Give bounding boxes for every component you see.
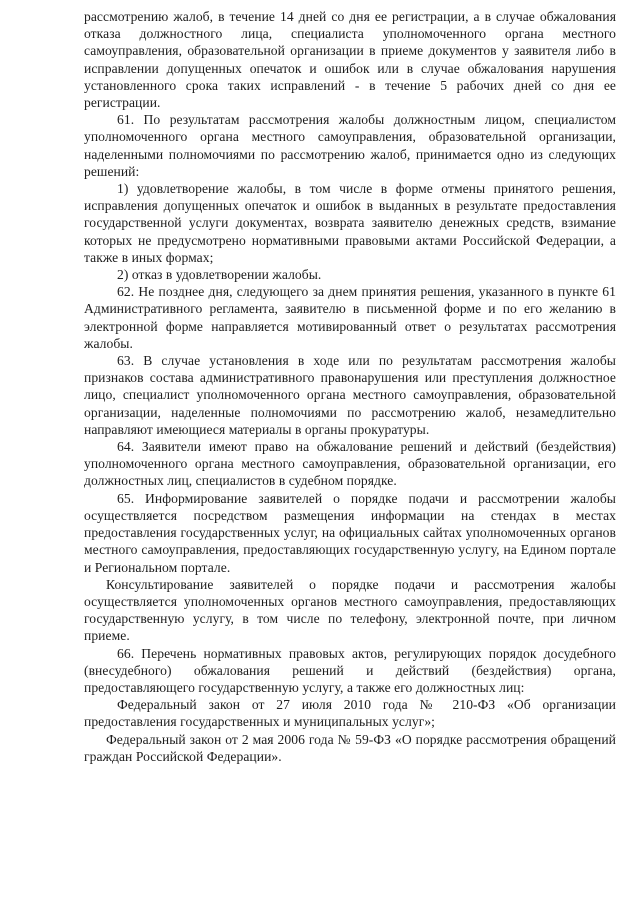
paragraph-63: 63. В случае установления в ходе или по результатам рассмотрения жалобы признаков состава административного правонарушения или преступления должностное лицо, специалист уполномоченного органа местного самоуправления, образовательной организации, наделенные полномочиями по рассмотрению жалоб, незамедлительно направляют имеющиеся материалы в органы прокуратуры.: [84, 353, 616, 437]
document-page: [84, 8, 616, 765]
paragraph-66-law-59: Федеральный закон от 2 мая 2006 года № 59-ФЗ «О порядке рассмотрения обращений граждан Российской Федерации».: [84, 731, 616, 764]
paragraph-61-item-1: 1) удовлетворение жалобы, в том числе в форме отмены принятого решения, исправления допущенных опечаток и ошибок в выданных в результате предоставления государственной услуги документах, возврата заявителю денежных средств, взимание которых не предусмотрено нормативными правовыми актами Российской Федерации, а также в иных формах;: [84, 181, 616, 265]
paragraph-62: 62. Не позднее дня, следующего за днем принятия решения, указанного в пункте 61 Административного регламента, заявителю в письменной форме и по его желанию в электронной форме направляется мотивированный ответ о результатах рассмотрения жалобы.: [84, 284, 616, 351]
paragraph-continuation: рассмотрению жалоб, в течение 14 дней со дня ее регистрации, а в случае обжалования отказа должностного лица, специалиста уполномоченного органа местного самоуправления, образовательной организации в приеме документов у заявителя либо в исправлении допущенных опечаток и ошибок или в случае обжалования нарушения установленного срока таких исправлений - в течение 5 рабочих дней со дня ее регистрации.: [84, 9, 616, 111]
paragraph-64: 64. Заявители имеют право на обжалование решений и действий (бездействия) уполномоченного органа местного самоуправления, образовательной организации, его должностных лиц, специалистов в судебном порядке.: [84, 439, 616, 489]
paragraph-65: 65. Информирование заявителей о порядке подачи и рассмотрении жалобы осуществляется посредством размещения информации на стендах в местах предоставления государственных услуг, на официальных сайтах уполномоченных органов местного самоуправления, предоставляющих государственную услугу, на Едином портале и Региональном портале.: [84, 490, 616, 575]
paragraph-66: 66. Перечень нормативных правовых актов, регулирующих порядок досудебного (внесудебного) обжалования решений и действий (бездействия) органа, предоставляющего государственную услугу, а также его должностных лиц:: [84, 645, 616, 695]
paragraph-61-item-2: 2) отказ в удовлетворении жалобы.: [117, 267, 322, 283]
paragraph-61: 61. По результатам рассмотрения жалобы должностным лицом, специалистом уполномоченного органа местного самоуправления, образовательной организации, наделенными полномочиями по рассмотрению жалоб, принимается одно из следующих решений:: [84, 112, 616, 179]
paragraph-65-consulting: Консультирование заявителей о порядке подачи и рассмотрения жалобы осуществляется уполномоченных органов местного самоуправления, предоставляющих государственную услугу, в том числе по телефону, электронной почте, при личном приеме.: [84, 576, 616, 644]
paragraph-66-law-210: Федеральный закон от 27 июля 2010 года № 210-ФЗ «Об организации предоставления государственных и муниципальных услуг»;: [84, 697, 616, 730]
